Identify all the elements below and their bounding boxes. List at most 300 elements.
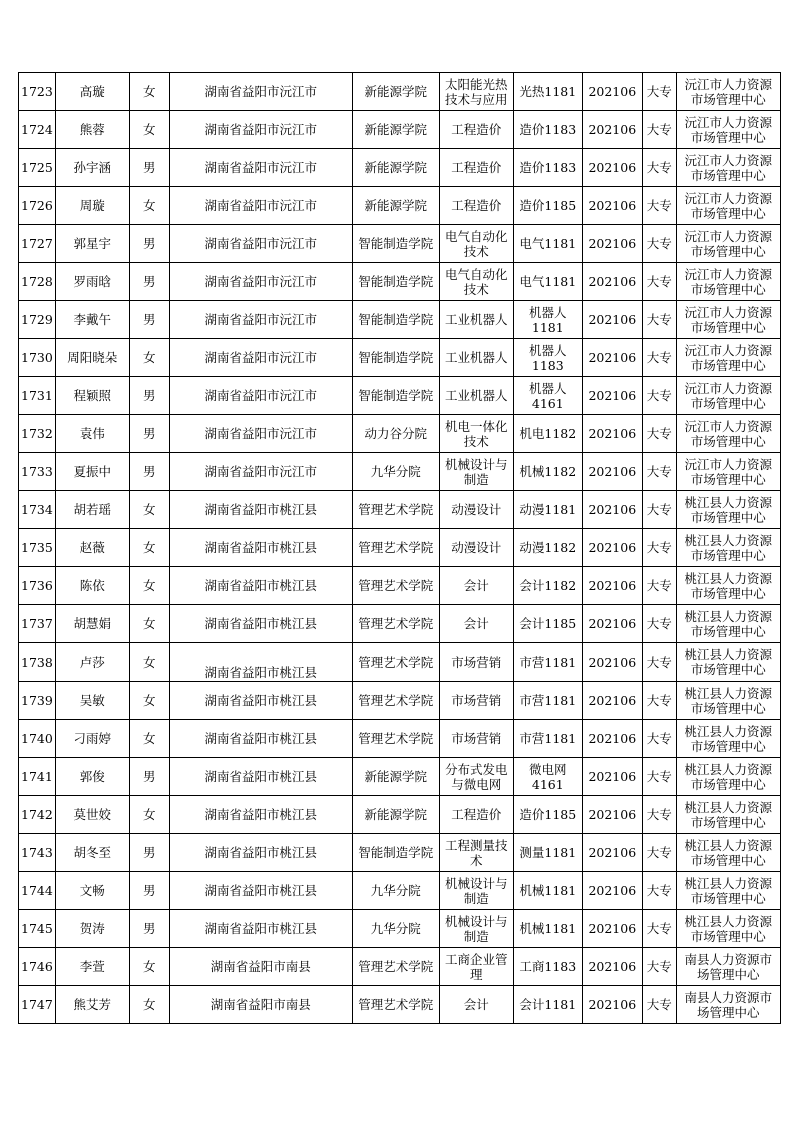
major-cell-text: 电气自动化技术 bbox=[445, 266, 508, 297]
address-cell-text: 湖南省益阳市桃江县 bbox=[204, 769, 318, 784]
employment-office-cell-text: 沅江市人力资源市场管理中心 bbox=[684, 380, 773, 411]
major-cell-text: 市场营销 bbox=[451, 654, 502, 670]
address-cell bbox=[169, 111, 352, 149]
education-level-cell bbox=[642, 758, 676, 796]
serial-number-cell-text: 1734 bbox=[21, 502, 53, 517]
gender-cell-text: 女 bbox=[143, 959, 156, 974]
address-cell bbox=[169, 187, 352, 225]
education-level-cell bbox=[642, 605, 676, 643]
college-cell bbox=[352, 111, 439, 149]
graduation-date-cell bbox=[582, 720, 642, 758]
address-cell-text: 湖南省益阳市桃江县 bbox=[204, 578, 318, 593]
class-cell bbox=[513, 111, 582, 149]
education-level-cell bbox=[642, 796, 676, 834]
employment-office-cell bbox=[676, 339, 780, 377]
class-cell-text: 机器人1183 bbox=[529, 342, 567, 373]
address-cell bbox=[169, 605, 352, 643]
serial-number-cell bbox=[19, 720, 56, 758]
name-cell-text: 程颖照 bbox=[73, 388, 112, 403]
major-cell bbox=[439, 948, 513, 986]
serial-number-cell bbox=[19, 948, 56, 986]
address-cell bbox=[169, 453, 352, 491]
name-cell-text: 郭星宇 bbox=[73, 236, 112, 251]
employment-office-cell-text: 桃江县人力资源市场管理中心 bbox=[684, 761, 773, 792]
table-row bbox=[19, 111, 781, 149]
gender-cell bbox=[129, 529, 169, 567]
address-cell-text: 湖南省益阳市桃江县 bbox=[204, 693, 318, 708]
graduation-date-cell-text: 202106 bbox=[588, 540, 637, 555]
graduation-date-cell-text: 202106 bbox=[588, 883, 637, 898]
serial-number-cell bbox=[19, 453, 56, 491]
employment-office-cell bbox=[676, 225, 780, 263]
college-cell bbox=[352, 986, 439, 1024]
class-cell bbox=[513, 605, 582, 643]
class-cell bbox=[513, 567, 582, 605]
education-level-cell bbox=[642, 720, 676, 758]
employment-office-cell-text: 桃江县人力资源市场管理中心 bbox=[684, 647, 773, 677]
class-cell-text: 机械1181 bbox=[519, 921, 577, 936]
name-cell-text: 周璇 bbox=[79, 198, 105, 213]
education-level-cell bbox=[642, 910, 676, 948]
education-level-cell-text: 大专 bbox=[646, 502, 672, 517]
graduation-date-cell-text: 202106 bbox=[588, 350, 637, 365]
major-cell-text: 会计 bbox=[463, 997, 489, 1012]
gender-cell-text: 女 bbox=[143, 198, 156, 213]
gender-cell-text: 男 bbox=[143, 921, 156, 936]
name-cell bbox=[55, 605, 129, 643]
table-row bbox=[19, 605, 781, 643]
graduation-date-cell-text: 202106 bbox=[588, 693, 637, 708]
graduation-date-cell-text: 202106 bbox=[588, 997, 637, 1012]
serial-number-cell-text: 1737 bbox=[21, 616, 53, 631]
gender-cell bbox=[129, 377, 169, 415]
class-cell bbox=[513, 796, 582, 834]
college-cell-text: 管理艺术学院 bbox=[358, 540, 434, 555]
name-cell bbox=[55, 377, 129, 415]
major-cell bbox=[439, 796, 513, 834]
education-level-cell-text: 大专 bbox=[646, 693, 672, 708]
serial-number-cell-text: 1744 bbox=[21, 883, 53, 898]
college-cell bbox=[352, 339, 439, 377]
serial-number-cell bbox=[19, 149, 56, 187]
class-cell-text: 市营1181 bbox=[519, 693, 577, 708]
table-row bbox=[19, 339, 781, 377]
gender-cell-text: 女 bbox=[143, 997, 156, 1012]
class-cell bbox=[513, 415, 582, 453]
graduation-date-cell bbox=[582, 111, 642, 149]
address-cell-text: 湖南省益阳市沅江市 bbox=[204, 312, 318, 327]
class-cell-text: 电气1181 bbox=[519, 274, 577, 289]
class-cell-text: 机械1182 bbox=[519, 464, 577, 479]
college-cell-text: 管理艺术学院 bbox=[358, 578, 434, 593]
college-cell-text: 新能源学院 bbox=[364, 122, 428, 137]
employment-office-cell-text: 桃江县人力资源市场管理中心 bbox=[684, 494, 773, 525]
graduation-date-cell bbox=[582, 529, 642, 567]
gender-cell-text: 男 bbox=[143, 236, 156, 251]
employment-office-cell bbox=[676, 111, 780, 149]
employment-office-cell bbox=[676, 301, 780, 339]
address-cell bbox=[169, 986, 352, 1024]
graduation-date-cell bbox=[582, 758, 642, 796]
graduation-date-cell bbox=[582, 986, 642, 1024]
education-level-cell bbox=[642, 415, 676, 453]
graduation-date-cell-text: 202106 bbox=[588, 921, 637, 936]
class-cell bbox=[513, 529, 582, 567]
education-level-cell-text: 大专 bbox=[646, 654, 672, 670]
table-row bbox=[19, 910, 781, 948]
class-cell bbox=[513, 149, 582, 187]
serial-number-cell bbox=[19, 73, 56, 111]
address-cell-text: 湖南省益阳市沅江市 bbox=[204, 198, 318, 213]
employment-office-cell bbox=[676, 796, 780, 834]
education-level-cell bbox=[642, 491, 676, 529]
education-level-cell-text: 大专 bbox=[646, 426, 672, 441]
college-cell bbox=[352, 149, 439, 187]
graduation-date-cell-text: 202106 bbox=[588, 122, 637, 137]
name-cell bbox=[55, 567, 129, 605]
graduation-date-cell bbox=[582, 301, 642, 339]
gender-cell bbox=[129, 491, 169, 529]
education-level-cell bbox=[642, 453, 676, 491]
college-cell bbox=[352, 377, 439, 415]
college-cell-text: 管理艺术学院 bbox=[358, 616, 434, 631]
education-level-cell bbox=[642, 529, 676, 567]
serial-number-cell bbox=[19, 225, 56, 263]
serial-number-cell-text: 1729 bbox=[21, 312, 53, 327]
table-row bbox=[19, 643, 781, 682]
serial-number-cell-text: 1742 bbox=[21, 807, 53, 822]
employment-office-cell bbox=[676, 567, 780, 605]
address-cell bbox=[169, 796, 352, 834]
education-level-cell-text: 大专 bbox=[646, 845, 672, 860]
serial-number-cell-text: 1747 bbox=[21, 997, 53, 1012]
class-cell bbox=[513, 910, 582, 948]
major-cell-text: 电气自动化技术 bbox=[445, 228, 508, 259]
graduation-date-cell bbox=[582, 263, 642, 301]
serial-number-cell bbox=[19, 111, 56, 149]
major-cell-text: 机械设计与制造 bbox=[445, 456, 508, 487]
class-cell-text: 测量1181 bbox=[519, 845, 577, 860]
employment-office-cell-text: 桃江县人力资源市场管理中心 bbox=[684, 532, 773, 563]
name-cell bbox=[55, 187, 129, 225]
education-level-cell-text: 大专 bbox=[646, 84, 672, 99]
employment-office-cell-text: 沅江市人力资源市场管理中心 bbox=[684, 342, 773, 373]
employment-office-cell-text: 桃江县人力资源市场管理中心 bbox=[684, 685, 773, 716]
name-cell bbox=[55, 225, 129, 263]
address-cell bbox=[169, 73, 352, 111]
gender-cell-text: 男 bbox=[143, 845, 156, 860]
serial-number-cell bbox=[19, 263, 56, 301]
major-cell-text: 工程造价 bbox=[451, 198, 502, 213]
graduation-date-cell-text: 202106 bbox=[588, 502, 637, 517]
major-cell-text: 机械设计与制造 bbox=[445, 875, 508, 906]
class-cell bbox=[513, 643, 582, 682]
gender-cell-text: 女 bbox=[143, 731, 156, 746]
serial-number-cell bbox=[19, 567, 56, 605]
table-row bbox=[19, 948, 781, 986]
college-cell bbox=[352, 834, 439, 872]
gender-cell bbox=[129, 339, 169, 377]
serial-number-cell bbox=[19, 491, 56, 529]
major-cell-text: 工程测量技术 bbox=[445, 837, 508, 868]
major-cell-text: 工业机器人 bbox=[445, 312, 508, 327]
serial-number-cell bbox=[19, 682, 56, 720]
education-level-cell-text: 大专 bbox=[646, 160, 672, 175]
employment-office-cell bbox=[676, 491, 780, 529]
major-cell-text: 机电一体化技术 bbox=[445, 418, 508, 449]
employment-office-cell-text: 桃江县人力资源市场管理中心 bbox=[684, 799, 773, 830]
gender-cell bbox=[129, 111, 169, 149]
employment-office-cell bbox=[676, 910, 780, 948]
class-cell-text: 造价1183 bbox=[519, 160, 577, 175]
college-cell-text: 新能源学院 bbox=[364, 769, 428, 784]
college-cell bbox=[352, 225, 439, 263]
major-cell bbox=[439, 643, 513, 682]
major-cell bbox=[439, 529, 513, 567]
address-cell-text: 湖南省益阳市桃江县 bbox=[204, 807, 318, 822]
college-cell bbox=[352, 910, 439, 948]
class-cell bbox=[513, 491, 582, 529]
address-cell-text: 湖南省益阳市桃江县 bbox=[204, 845, 318, 860]
serial-number-cell-text: 1739 bbox=[21, 693, 53, 708]
employment-office-cell-text: 沅江市人力资源市场管理中心 bbox=[684, 114, 773, 145]
name-cell-text: 胡冬至 bbox=[73, 845, 112, 860]
table-row bbox=[19, 377, 781, 415]
education-level-cell bbox=[642, 187, 676, 225]
graduation-date-cell bbox=[582, 415, 642, 453]
class-cell-text: 市营1181 bbox=[519, 731, 577, 746]
address-cell bbox=[169, 834, 352, 872]
major-cell-text: 动漫设计 bbox=[451, 502, 502, 517]
class-cell bbox=[513, 453, 582, 491]
education-level-cell-text: 大专 bbox=[646, 959, 672, 974]
name-cell bbox=[55, 948, 129, 986]
class-cell bbox=[513, 301, 582, 339]
employment-office-cell bbox=[676, 834, 780, 872]
name-cell bbox=[55, 149, 129, 187]
name-cell-text: 胡慧娟 bbox=[73, 616, 112, 631]
address-cell-text: 湖南省益阳市沅江市 bbox=[204, 464, 318, 479]
major-cell bbox=[439, 149, 513, 187]
gender-cell bbox=[129, 910, 169, 948]
name-cell-text: 莫世姣 bbox=[73, 807, 112, 822]
employment-office-cell-text: 南县人力资源市场管理中心 bbox=[684, 989, 773, 1020]
gender-cell bbox=[129, 720, 169, 758]
serial-number-cell bbox=[19, 605, 56, 643]
gender-cell bbox=[129, 948, 169, 986]
name-cell bbox=[55, 339, 129, 377]
serial-number-cell-text: 1740 bbox=[21, 731, 53, 746]
name-cell bbox=[55, 986, 129, 1024]
name-cell-text: 吴敏 bbox=[79, 693, 105, 708]
education-level-cell-text: 大专 bbox=[646, 769, 672, 784]
major-cell-text: 分布式发电与微电网 bbox=[445, 761, 508, 792]
serial-number-cell bbox=[19, 415, 56, 453]
college-cell-text: 九华分院 bbox=[370, 921, 421, 936]
class-cell bbox=[513, 986, 582, 1024]
graduation-date-cell-text: 202106 bbox=[588, 654, 637, 670]
major-cell bbox=[439, 720, 513, 758]
gender-cell bbox=[129, 758, 169, 796]
serial-number-cell bbox=[19, 910, 56, 948]
major-cell-text: 工业机器人 bbox=[445, 350, 508, 365]
table-row bbox=[19, 567, 781, 605]
serial-number-cell bbox=[19, 796, 56, 834]
employment-office-cell-text: 沅江市人力资源市场管理中心 bbox=[684, 76, 773, 107]
table-row bbox=[19, 187, 781, 225]
name-cell-text: 胡若瑶 bbox=[73, 502, 112, 517]
education-level-cell bbox=[642, 73, 676, 111]
serial-number-cell-text: 1725 bbox=[21, 160, 53, 175]
major-cell-text: 市场营销 bbox=[451, 731, 502, 746]
name-cell-text: 郭俊 bbox=[79, 769, 105, 784]
class-cell bbox=[513, 377, 582, 415]
address-cell-text: 湖南省益阳市沅江市 bbox=[204, 160, 318, 175]
class-cell-text: 光热1181 bbox=[519, 84, 577, 99]
address-cell bbox=[169, 263, 352, 301]
table-row bbox=[19, 529, 781, 567]
major-cell bbox=[439, 73, 513, 111]
serial-number-cell bbox=[19, 834, 56, 872]
major-cell bbox=[439, 377, 513, 415]
college-cell-text: 管理艺术学院 bbox=[358, 693, 434, 708]
major-cell bbox=[439, 415, 513, 453]
education-level-cell-text: 大专 bbox=[646, 274, 672, 289]
college-cell-text: 九华分院 bbox=[370, 464, 421, 479]
address-cell bbox=[169, 415, 352, 453]
name-cell bbox=[55, 910, 129, 948]
class-cell-text: 造价1183 bbox=[519, 122, 577, 137]
class-cell-text: 机电1182 bbox=[519, 426, 577, 441]
address-cell-text: 湖南省益阳市桃江县 bbox=[204, 921, 318, 936]
name-cell-text: 孙宇涵 bbox=[73, 160, 112, 175]
gender-cell-text: 男 bbox=[143, 883, 156, 898]
table-row bbox=[19, 225, 781, 263]
education-level-cell bbox=[642, 301, 676, 339]
college-cell bbox=[352, 453, 439, 491]
employment-office-cell bbox=[676, 529, 780, 567]
name-cell-text: 周阳晓朵 bbox=[67, 350, 118, 365]
serial-number-cell-text: 1735 bbox=[21, 540, 53, 555]
table-row bbox=[19, 682, 781, 720]
address-cell bbox=[169, 643, 352, 682]
address-cell bbox=[169, 301, 352, 339]
class-cell-text: 微电网4161 bbox=[529, 761, 567, 792]
gender-cell-text: 女 bbox=[143, 654, 156, 670]
serial-number-cell bbox=[19, 301, 56, 339]
college-cell-text: 管理艺术学院 bbox=[358, 959, 434, 974]
name-cell-text: 袁伟 bbox=[79, 426, 105, 441]
address-cell bbox=[169, 491, 352, 529]
education-level-cell bbox=[642, 377, 676, 415]
serial-number-cell-text: 1727 bbox=[21, 236, 53, 251]
employment-office-cell-text: 沅江市人力资源市场管理中心 bbox=[684, 266, 773, 297]
name-cell bbox=[55, 453, 129, 491]
major-cell-text: 工程造价 bbox=[451, 122, 502, 137]
serial-number-cell bbox=[19, 643, 56, 682]
gender-cell-text: 男 bbox=[143, 274, 156, 289]
address-cell-text: 湖南省益阳市南县 bbox=[210, 959, 311, 974]
name-cell-text: 熊艾芳 bbox=[73, 997, 112, 1012]
graduation-date-cell bbox=[582, 910, 642, 948]
employment-office-cell bbox=[676, 948, 780, 986]
gender-cell bbox=[129, 453, 169, 491]
major-cell-text: 机械设计与制造 bbox=[445, 913, 508, 944]
college-cell-text: 智能制造学院 bbox=[358, 388, 434, 403]
major-cell bbox=[439, 187, 513, 225]
major-cell-text: 会计 bbox=[463, 578, 489, 593]
class-cell-text: 会计1181 bbox=[519, 997, 577, 1012]
name-cell-text: 夏振中 bbox=[73, 464, 112, 479]
name-cell bbox=[55, 796, 129, 834]
college-cell bbox=[352, 73, 439, 111]
college-cell-text: 新能源学院 bbox=[364, 807, 428, 822]
employment-office-cell-text: 桃江县人力资源市场管理中心 bbox=[684, 570, 773, 601]
major-cell-text: 会计 bbox=[463, 616, 489, 631]
address-cell bbox=[169, 682, 352, 720]
serial-number-cell-text: 1736 bbox=[21, 578, 53, 593]
college-cell-text: 智能制造学院 bbox=[358, 274, 434, 289]
table-row bbox=[19, 301, 781, 339]
major-cell-text: 动漫设计 bbox=[451, 540, 502, 555]
name-cell-text: 罗雨晗 bbox=[73, 274, 112, 289]
college-cell bbox=[352, 301, 439, 339]
education-level-cell-text: 大专 bbox=[646, 464, 672, 479]
employment-office-cell bbox=[676, 682, 780, 720]
serial-number-cell-text: 1731 bbox=[21, 388, 53, 403]
address-cell-text: 湖南省益阳市桃江县 bbox=[204, 883, 318, 898]
class-cell-text: 机械1181 bbox=[519, 883, 577, 898]
employment-office-cell bbox=[676, 415, 780, 453]
major-cell-text: 太阳能光热技术与应用 bbox=[445, 76, 508, 107]
graduation-date-cell bbox=[582, 872, 642, 910]
employment-office-cell-text: 沅江市人力资源市场管理中心 bbox=[684, 152, 773, 183]
name-cell-text: 熊蓉 bbox=[79, 122, 105, 137]
employment-office-cell bbox=[676, 263, 780, 301]
name-cell-text: 刁雨婷 bbox=[73, 731, 112, 746]
graduation-date-cell-text: 202106 bbox=[588, 388, 637, 403]
graduation-date-cell-text: 202106 bbox=[588, 464, 637, 479]
address-cell bbox=[169, 339, 352, 377]
education-level-cell bbox=[642, 339, 676, 377]
gender-cell bbox=[129, 263, 169, 301]
gender-cell-text: 男 bbox=[143, 388, 156, 403]
class-cell bbox=[513, 758, 582, 796]
name-cell bbox=[55, 758, 129, 796]
college-cell-text: 管理艺术学院 bbox=[358, 502, 434, 517]
table-row bbox=[19, 415, 781, 453]
education-level-cell-text: 大专 bbox=[646, 997, 672, 1012]
name-cell-text: 李戴午 bbox=[73, 312, 112, 327]
class-cell-text: 机器人1181 bbox=[529, 304, 567, 335]
gender-cell-text: 男 bbox=[143, 464, 156, 479]
education-level-cell bbox=[642, 567, 676, 605]
class-cell-text: 造价1185 bbox=[519, 198, 577, 213]
graduation-date-cell bbox=[582, 682, 642, 720]
table-row bbox=[19, 986, 781, 1024]
name-cell bbox=[55, 301, 129, 339]
table-row bbox=[19, 720, 781, 758]
college-cell bbox=[352, 491, 439, 529]
gender-cell bbox=[129, 986, 169, 1024]
gender-cell-text: 女 bbox=[143, 502, 156, 517]
graduation-date-cell bbox=[582, 453, 642, 491]
major-cell-text: 工业机器人 bbox=[445, 388, 508, 403]
graduation-date-cell bbox=[582, 567, 642, 605]
employment-office-cell-text: 桃江县人力资源市场管理中心 bbox=[684, 913, 773, 944]
table-row bbox=[19, 872, 781, 910]
major-cell bbox=[439, 682, 513, 720]
